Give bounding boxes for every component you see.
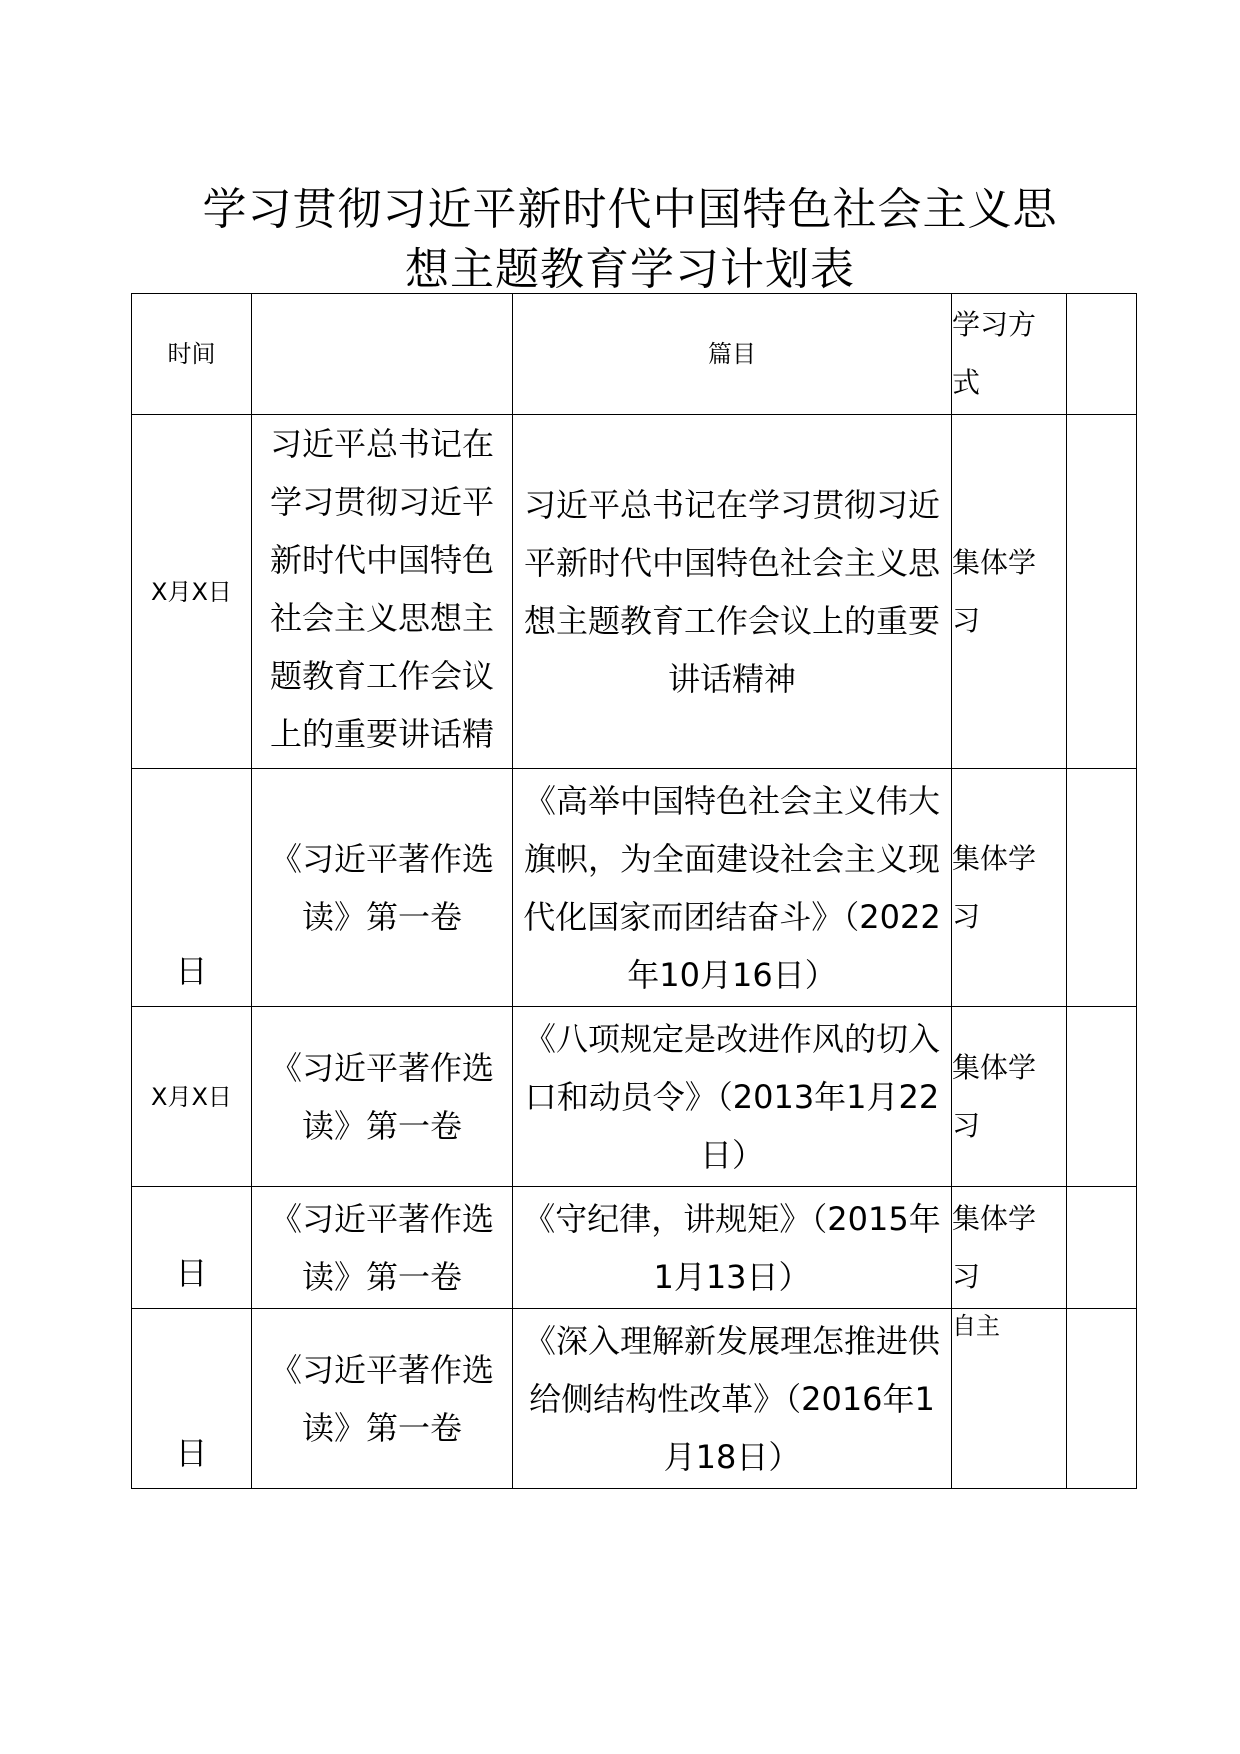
- row-extra: [1067, 1187, 1137, 1309]
- header-mode: [952, 294, 1067, 415]
- document-title-line-2: 想主题教育学习计划表: [405, 244, 855, 295]
- row-extra: [1067, 1309, 1137, 1489]
- row-mode: [952, 1007, 1067, 1187]
- document-title-line-1: 学习贯彻习近平新时代中国特色社会主义思: [202, 184, 1058, 235]
- row-topic-text: 习近平总书记在学习贯彻习近平新时代中国特色社会主义思想主题教育工作会议上的重要讲话精: [269, 425, 494, 753]
- row-topic: [252, 1007, 513, 1187]
- row-mode: [952, 1187, 1067, 1309]
- header-time: 时间: [132, 294, 252, 415]
- row-topic-text: 《习近平著作选读》第一卷: [269, 1350, 494, 1447]
- table-header-row: [132, 294, 1137, 415]
- row-title-text: 《深入理解新发展理怎推进供给侧结构性改革》（2016年1月18日）: [523, 1321, 940, 1476]
- header-title: 篇目: [513, 294, 952, 415]
- table-row: [132, 415, 1137, 769]
- row-topic-text: 《习近平著作选读》第一卷: [269, 1048, 494, 1145]
- row-title-text: 《守纪律，讲规矩》（2015年1月13日）: [523, 1199, 941, 1296]
- row-mode-text: 集体学习: [952, 1050, 1037, 1142]
- row-mode: [952, 1309, 1067, 1489]
- row-extra: [1067, 415, 1137, 769]
- row-title: [513, 415, 952, 769]
- row-title: [513, 1309, 952, 1489]
- row-title-text: 习近平总书记在学习贯彻习近平新时代中国特色社会主义思想主题教育工作会议上的重要讲话精神: [523, 485, 940, 698]
- row-mode: [952, 769, 1067, 1007]
- study-plan-table: [131, 293, 1137, 1489]
- row-extra: [1067, 1007, 1137, 1187]
- row-topic: [252, 1309, 513, 1489]
- row-title: [513, 1187, 952, 1309]
- row-topic: [252, 769, 513, 1007]
- table-row: [132, 1007, 1137, 1187]
- row-mode-text: 集体学习: [952, 1201, 1037, 1293]
- row-topic: [252, 1187, 513, 1309]
- table-row: [132, 1187, 1137, 1309]
- table-row: [132, 769, 1137, 1007]
- row-title: [513, 769, 952, 1007]
- row-mode-text: 集体学习: [952, 545, 1037, 637]
- row-topic-text: 《习近平著作选读》第一卷: [269, 839, 494, 936]
- row-time: 日: [132, 1187, 252, 1309]
- row-topic: [252, 415, 513, 769]
- header-mode-label: 学习方式: [952, 308, 1037, 399]
- row-title: [513, 1007, 952, 1187]
- row-time: X月X日: [132, 415, 252, 769]
- table-row: [132, 1309, 1137, 1489]
- row-title-text: 《八项规定是改进作风的切入口和动员令》（2013年1月22日）: [523, 1019, 940, 1174]
- row-title-text: 《高举中国特色社会主义伟大旗帜，为全面建设社会主义现代化国家而团结奋斗》（2022年10月16日）: [523, 781, 941, 994]
- row-topic-text: 《习近平著作选读》第一卷: [269, 1199, 494, 1296]
- row-extra: [1067, 769, 1137, 1007]
- row-mode-text: 集体学习: [952, 841, 1037, 933]
- row-mode: [952, 415, 1067, 769]
- header-topic: [252, 294, 513, 415]
- row-time: X月X日: [132, 1007, 252, 1187]
- row-mode-text: 自主: [952, 1312, 1000, 1340]
- header-extra: [1067, 294, 1137, 415]
- row-time: 日: [132, 769, 252, 1007]
- row-time: 日: [132, 1309, 252, 1489]
